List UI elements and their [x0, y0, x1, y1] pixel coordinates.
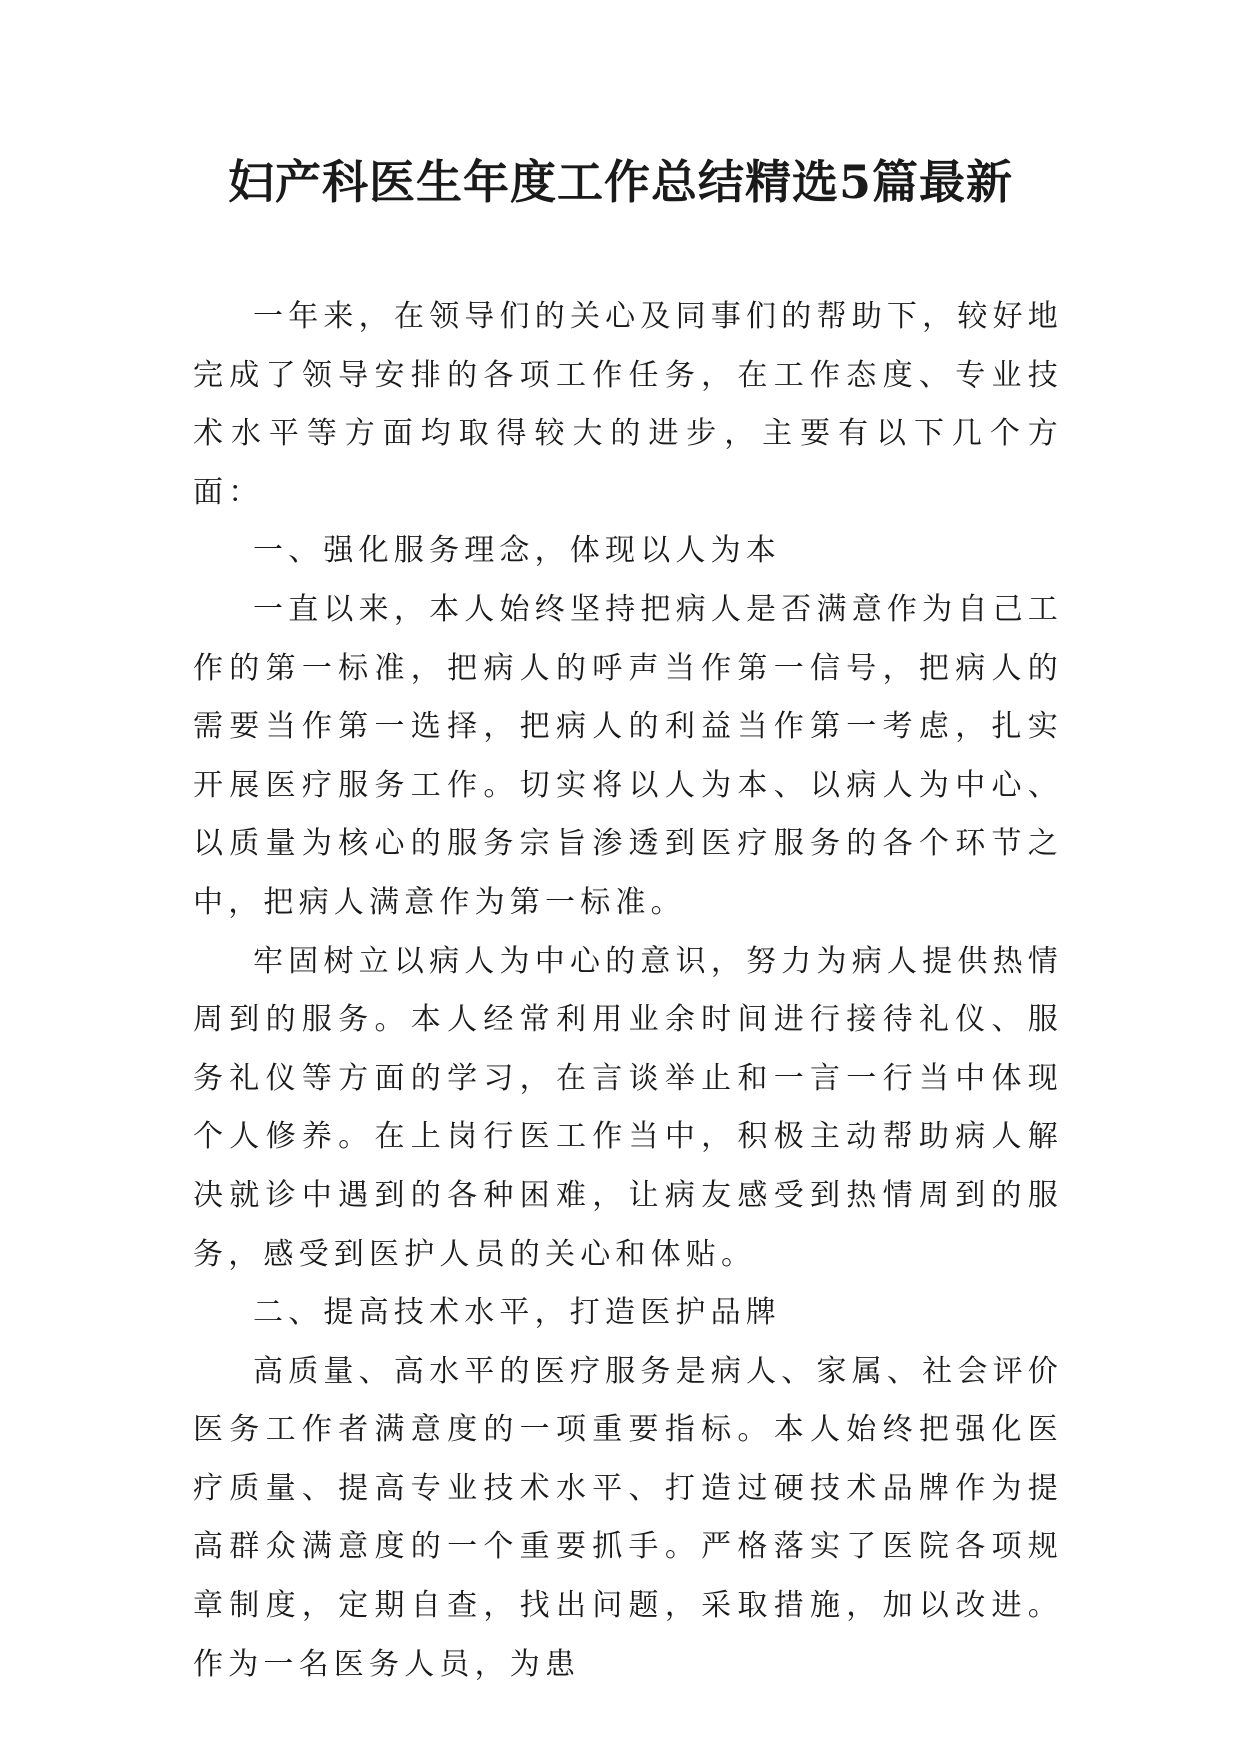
document-title: 妇产科医生年度工作总结精选5篇最新 — [227, 155, 1013, 209]
paragraph: 高质量、高水平的医疗服务是病人、家属、社会评价医务工作者满意度的一项重要指标。本人始终把强化医疗质量、提高专业技术水平、打造过硬技术品牌作为提高群众满意度的一个重要抓手。严格落实了医院各项规章制度，定期自查，找出问题，采取措施，加以改进。作为一名医务人员，为患 — [193, 1353, 1063, 1682]
section-heading: 一、强化服务理念，体现以人为本 — [253, 533, 781, 569]
document-body — [193, 288, 1063, 1694]
paragraph: 一年来，在领导们的关心及同事们的帮助下，较好地完成了领导安排的各项工作任务，在工作态度、专业技术水平等方面均取得较大的进步，主要有以下几个方面： — [193, 299, 1063, 510]
paragraph: 一直以来，本人始终坚持把病人是否满意作为自己工作的第一标准，把病人的呼声当作第一信号，把病人的需要当作第一选择，把病人的利益当作第一考虑，扎实开展医疗服务工作。切实将以人为本、以病人为中心、以质量为核心的服务宗旨渗透到医疗服务的各个环节之中，把病人满意作为第一标准。 — [193, 591, 1063, 920]
section-heading: 二、提高技术水平，打造医护品牌 — [253, 1295, 781, 1331]
paragraph: 牢固树立以病人为中心的意识，努力为病人提供热情周到的服务。本人经常利用业余时间进行接待礼仪、服务礼仪等方面的学习，在言谈举止和一言一行当中体现个人修养。在上岗行医工作当中，积极主动帮助病人解决就诊中遇到的各种困难，让病友感受到热情周到的服务，感受到医护人员的关心和体贴。 — [193, 943, 1063, 1272]
